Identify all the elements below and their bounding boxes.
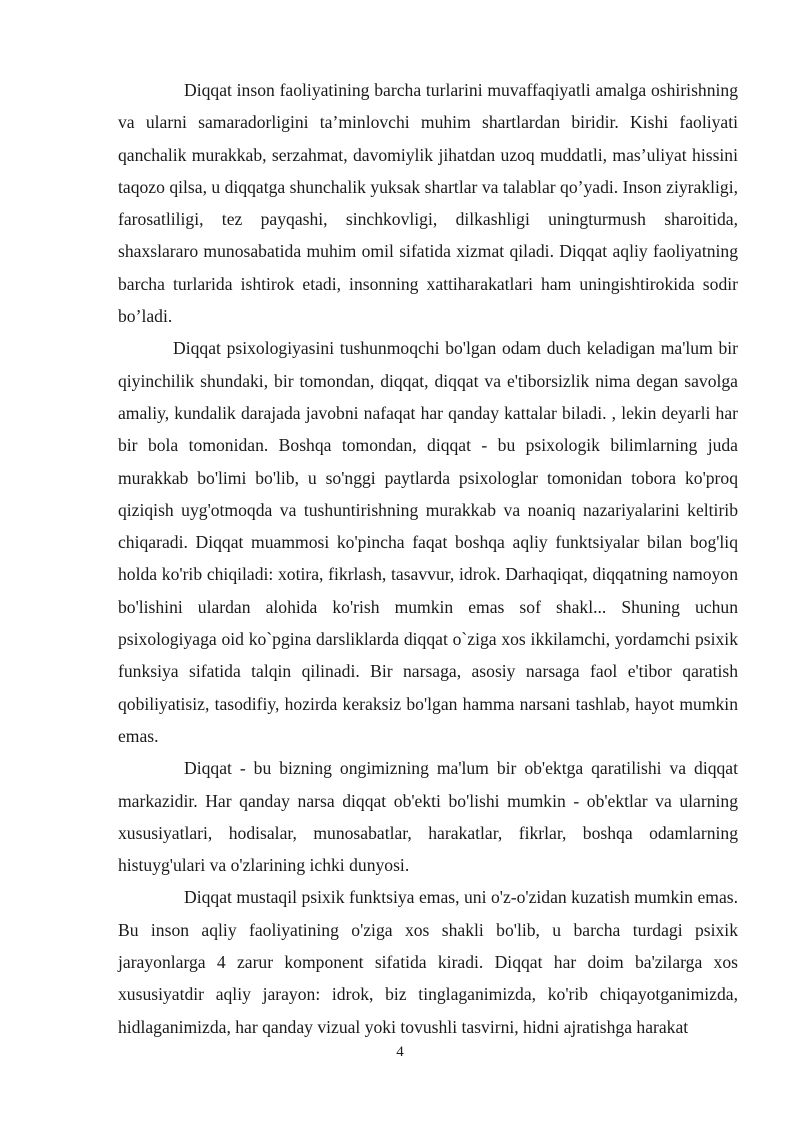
paragraph-4: Diqqat mustaqil psixik funktsiya emas, uni o'z-o'zidan kuzatish mumkin emas. Bu inson aqliy faoliyatining o'ziga xos shakli bo'lib, u barcha turdagi psixik jarayonlarga 4 zarur komponent sifatida kiradi. Diqqat har doim ba'zilarga xos xususiyatdir aqliy jarayon: idrok, biz tinglaganimizda, ko'rib chiqayotganimizda, hidlaganimizda, har qanday vizual yoki tovushli tasvirni, hidni ajratishga harakat [118,887,738,1037]
paragraph-2: Diqqat psixologiyasini tushunmoqchi bo'lgan odam duch keladigan ma'lum bir qiyinchilik shundaki, bir tomondan, diqqat, diqqat va e'tiborsizlik nima degan savolga amaliy, kundalik darajada javobni nafaqat har qanday kattalar biladi. , lekin deyarli har bir bola tomonidan. Boshqa tomondan, diqqat - bu psixologik bilimlarning juda murakkab bo'limi bo'lib, u so'nggi paytlarda psixologlar tomonidan tobora ko'proq qiziqish uyg'otmoqda va tushuntirishning murakkab va noaniq nazariyalarini keltirib chiqaradi. Diqqat muammosi ko'pincha faqat boshqa aqliy funktsiyalar bilan bog'liq holda ko'rib chiqiladi: xotira, fikrlash, tasavvur, idrok. Darhaqiqat, diqqatning namoyon bo'lishini ulardan alohida ko'rish mumkin emas sof shakl... Shuning uchun psixologiyaga oid ko`pgina darsliklarda diqqat o`ziga xos ikkilamchi, yordamchi psixik funksiya sifatida talqin qilinadi. Bir narsaga, asosiy narsaga faol e'tibor qaratish qobiliyatisiz, tasodifiy, hozirda keraksiz bo'lgan hamma narsani tashlab, hayot mumkin emas. [118,338,738,746]
document-body [118,74,738,1043]
page-number: 4 [396,1044,404,1060]
paragraph-3: Diqqat - bu bizning ongimizning ma'lum bir ob'ektga qaratilishi va diqqat markazidir. Har qanday narsa diqqat ob'ekti bo'lishi mumkin - ob'ektlar va ularning xususiyatlari, hodisalar, munosabatlar, harakatlar, fikrlar, boshqa odamlarning histuyg'ulari va o'zlarining ichki dunyosi. [118,758,738,876]
paragraph-1: Diqqat inson faoliyatining barcha turlarini muvaffaqiyatli amalga oshirishning va ularni samaradorligini ta’minlovchi muhim shartlardan biridir. Kishi faoliyati qanchalik murakkab, serzahmat, davomiylik jihatdan uzoq muddatli, mas’uliyat hissini taqozo qilsa, u diqqatga shunchalik yuksak shartlar va talablar qo’yadi. Inson ziyrakligi, farosatliligi, tez payqashi, sinchkovligi, dilkashligi uningturmush sharoitida, shaxslararo munosabatida muhim omil sifatida xizmat qiladi. Diqqat aqliy faoliyatning barcha turlarida ishtirok etadi, insonning xattiharakatlari ham uningishtirokida sodir bo’ladi. [118,80,738,327]
